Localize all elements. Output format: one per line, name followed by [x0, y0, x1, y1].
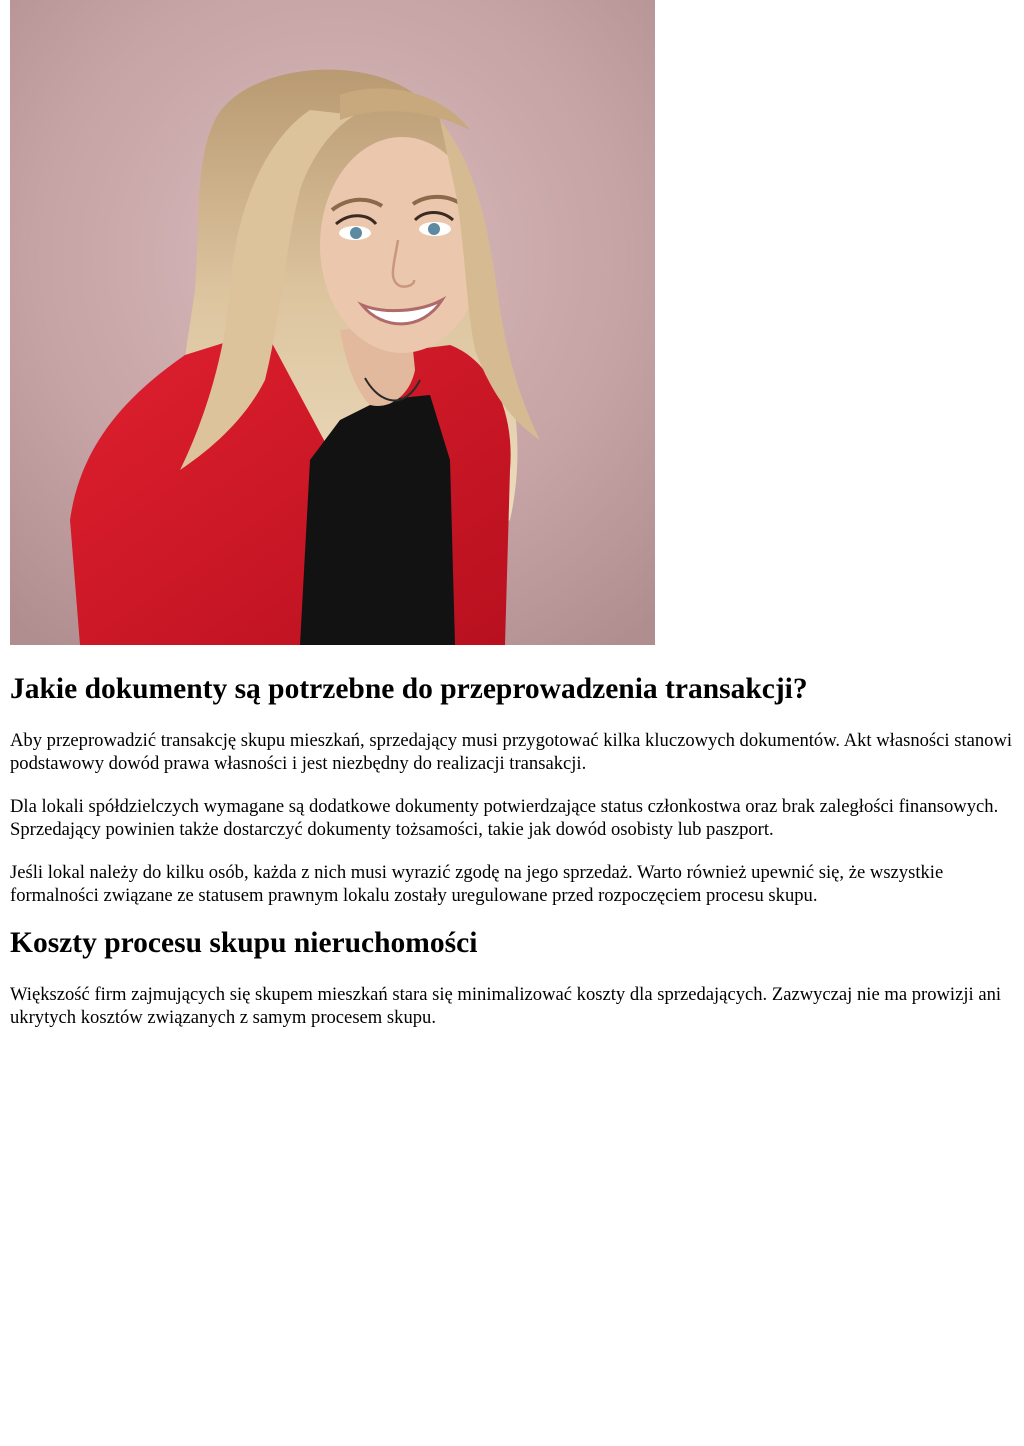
paragraph: Dla lokali spółdzielczych wymagane są dodatkowe dokumenty potwierdzające status członkostwa oraz brak zaległości finansowych. Sprzedający powinien także dostarczyć dokumenty tożsamości, takie jak dowód osobisty lub paszport.: [10, 796, 999, 840]
section-heading-documents: Jakie dokumenty są potrzebne do przeprowadzenia transakcji?: [10, 673, 808, 705]
portrait-illustration: [10, 0, 655, 645]
paragraph: Aby przeprowadzić transakcję skupu mieszkań, sprzedający musi przygotować kilka kluczowych dokumentów. Akt własności stanowi podstawowy dowód prawa własności i jest niezbędny do realizacji transakcji.: [10, 730, 1013, 774]
paragraph: Większość firm zajmujących się skupem mieszkań stara się minimalizować koszty dla sprzedających. Zazwyczaj nie ma prowizji ani ukrytych kosztów związanych z samym procesem skupu.: [10, 984, 1002, 1028]
article: [10, 0, 1013, 1029]
paragraph: Jeśli lokal należy do kilku osób, każda z nich musi wyrazić zgodę na jego sprzedaż. Warto również upewnić się, że wszystkie formalności związane ze statusem prawnym lokalu zostały uregulowane przed rozpoczęciem procesu skupu.: [10, 862, 944, 906]
section-heading-costs: Koszty procesu skupu nieruchomości: [10, 927, 478, 959]
portrait-photo: [10, 0, 655, 645]
